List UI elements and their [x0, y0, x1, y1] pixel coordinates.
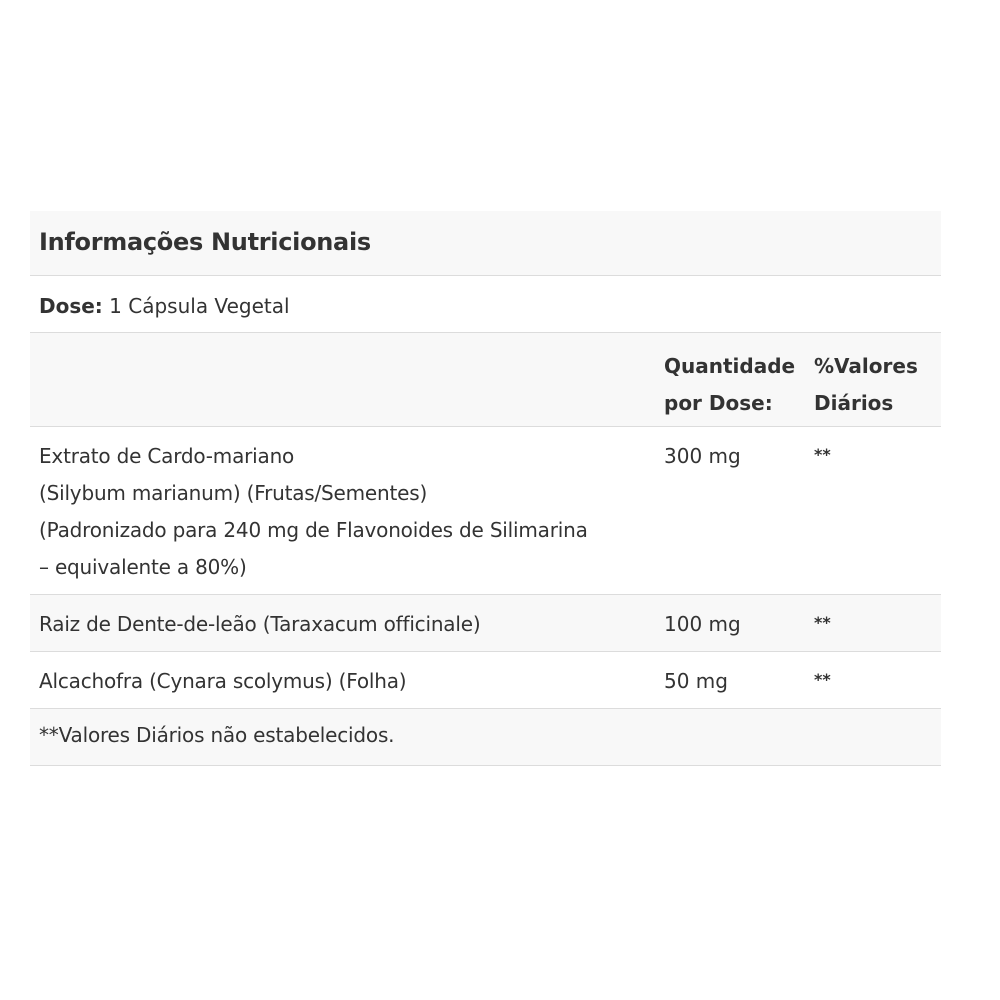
dose-row [30, 276, 941, 333]
footnote-row [30, 709, 941, 766]
ingredient-name-line: (Silybum marianum) (Frutas/Sementes) [39, 481, 428, 505]
ingredient-name [39, 663, 649, 700]
ingredient-daily-value: ** [814, 445, 831, 464]
table-row [30, 595, 941, 652]
ingredient-name-line: Alcachofra (Cynara scolymus) (Folha) [39, 669, 407, 693]
table-row [30, 652, 941, 709]
title-row [30, 211, 941, 276]
ingredient-daily-value: ** [814, 613, 831, 632]
ingredient-name-line: Raiz de Dente-de-leão (Taraxacum officinale) [39, 612, 481, 636]
ingredient-name-line: Extrato de Cardo-mariano [39, 444, 295, 468]
serving-size [39, 294, 290, 318]
dose-value: 1 Cápsula Vegetal [109, 294, 290, 318]
quantity-header-line1: Quantidade [664, 354, 796, 378]
quantity-header-line2: por Dose: [664, 391, 773, 415]
quantity-column-header [664, 348, 814, 422]
daily-value-header-line1: %Valores [814, 354, 918, 378]
ingredient-quantity: 300 mg [664, 444, 741, 468]
column-header-row [30, 333, 941, 427]
ingredient-daily-value: ** [814, 670, 831, 689]
dose-label: Dose: [39, 294, 103, 318]
ingredient-quantity: 50 mg [664, 669, 728, 693]
table-row [30, 427, 941, 595]
nutrition-facts-table [30, 211, 941, 766]
ingredient-name [39, 438, 649, 586]
ingredient-quantity: 100 mg [664, 612, 741, 636]
ingredient-name-line: (Padronizado para 240 mg de Flavonoides de Silimarina [39, 518, 588, 542]
daily-value-header-line2: Diários [814, 391, 894, 415]
footnote: **Valores Diários não estabelecidos. [39, 723, 395, 747]
daily-value-column-header [814, 348, 934, 422]
ingredient-name [39, 606, 649, 643]
table-title: Informações Nutricionais [39, 228, 371, 256]
ingredient-name-line: – equivalente a 80%) [39, 555, 247, 579]
